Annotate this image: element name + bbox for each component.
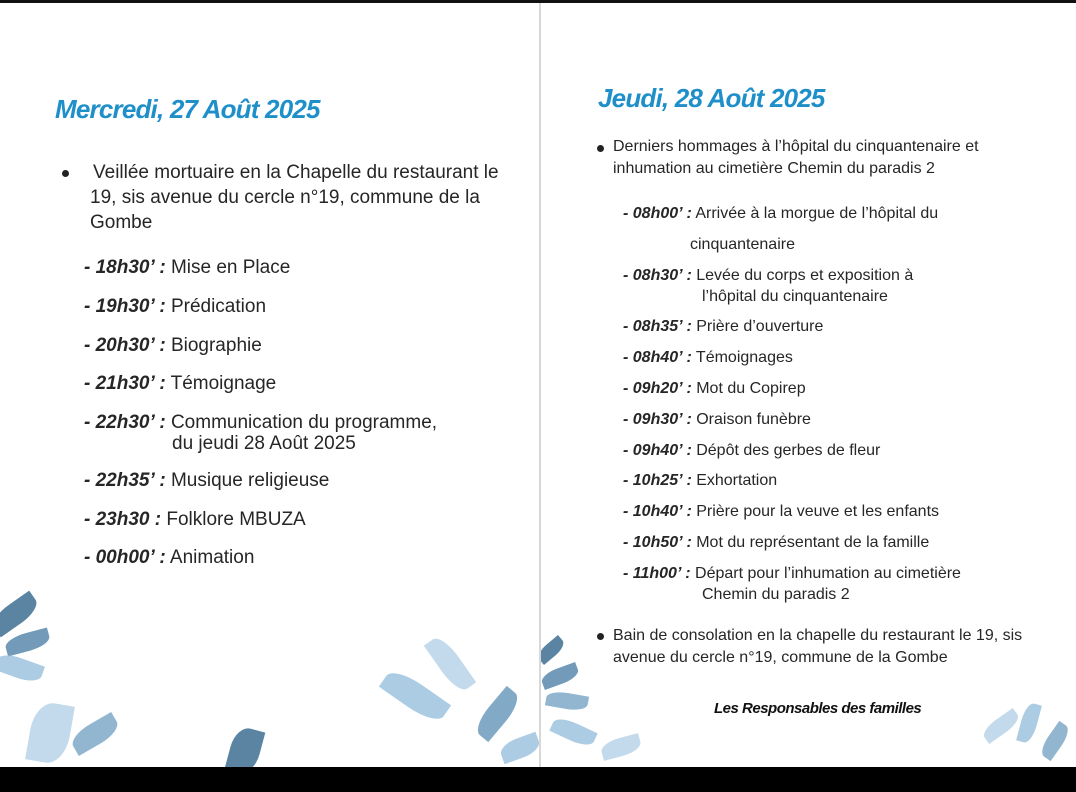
schedule-row xyxy=(623,534,929,552)
time-label: - 09h30’ : xyxy=(623,411,692,428)
right-bullet xyxy=(597,145,604,152)
event-label: Mot du Copirep xyxy=(691,380,806,397)
event-label: Oraison funèbre xyxy=(691,411,811,428)
schedule-row xyxy=(623,380,806,398)
event-label: Arrivée à la morgue de l’hôpital du xyxy=(691,205,939,222)
left-day-title: Mercredi, 27 Août 2025 xyxy=(55,94,320,124)
event-label: Folklore MBUZA xyxy=(161,509,306,530)
event-label: Départ pour l’inhumation au cimetière xyxy=(690,565,961,582)
schedule-row xyxy=(84,509,306,531)
event-label: Prière d’ouverture xyxy=(691,318,824,335)
event-label: Biographie xyxy=(165,335,262,356)
event-label: cinquantenaire xyxy=(690,236,795,253)
left-intro-line: 19, sis avenue du cercle n°19, commune de la xyxy=(90,187,480,208)
time-label: - 21h30’ : xyxy=(84,373,166,394)
left-intro xyxy=(90,160,499,235)
schedule-row xyxy=(623,442,880,460)
time-label: - 00h00’ : xyxy=(84,547,166,568)
schedule-row xyxy=(84,373,276,395)
schedule-row xyxy=(84,547,254,569)
schedule-row xyxy=(623,318,823,336)
time-label: - 11h00’ : xyxy=(623,565,691,582)
event-label: Chemin du paradis 2 xyxy=(702,586,850,603)
time-label: - 08h00’ : xyxy=(623,205,692,222)
event-label: Dépôt des gerbes de fleur xyxy=(691,442,881,459)
time-label: - 09h20’ : xyxy=(623,380,692,397)
time-label: - 08h40’ : xyxy=(623,349,692,366)
left-intro-line: Veillée mortuaire en la Chapelle du restaurant le xyxy=(93,162,499,183)
time-label: - 10h40’ : xyxy=(623,503,692,520)
schedule-row-continuation xyxy=(690,236,795,254)
schedule-row xyxy=(623,565,961,583)
schedule-row xyxy=(84,335,262,357)
closing-line: Bain de consolation en la chapelle du restaurant le 19, sis xyxy=(613,627,1023,644)
schedule-row xyxy=(623,411,811,429)
right-closing-bullet xyxy=(597,633,604,640)
schedule-row xyxy=(623,349,793,367)
right-intro-line: inhumation au cimetière Chemin du paradis 2 xyxy=(613,160,935,177)
schedule-row xyxy=(84,412,437,434)
event-label: Mise en Place xyxy=(165,257,291,278)
schedule-row xyxy=(623,267,913,285)
event-label: l’hôpital du cinquantenaire xyxy=(702,288,888,305)
time-label: - 08h35’ : xyxy=(623,318,692,335)
bottom-bar xyxy=(0,767,1076,792)
event-label: du jeudi 28 Août 2025 xyxy=(172,433,356,454)
time-label: - 19h30’ : xyxy=(84,296,166,317)
event-label: Témoignage xyxy=(165,373,277,394)
right-page xyxy=(541,3,1076,767)
schedule-row xyxy=(84,257,290,279)
time-label: - 08h30’ : xyxy=(623,267,692,284)
time-label: - 22h30’ : xyxy=(84,412,166,433)
signature: Les Responsables des familles xyxy=(714,700,922,717)
right-day-title: Jeudi, 28 Août 2025 xyxy=(598,83,825,113)
schedule-row xyxy=(623,205,938,223)
schedule-row xyxy=(84,470,329,492)
event-label: Prédication xyxy=(165,296,267,317)
schedule-row-continuation xyxy=(172,433,356,455)
time-label: - 18h30’ : xyxy=(84,257,166,278)
event-label: Prière pour la veuve et les enfants xyxy=(691,503,940,520)
right-closing xyxy=(613,625,1022,669)
right-intro-line: Derniers hommages à l’hôpital du cinquantenaire et xyxy=(613,138,979,155)
schedule-row-continuation xyxy=(702,288,888,306)
event-label: Témoignages xyxy=(691,349,793,366)
time-label: - 22h35’ : xyxy=(84,470,166,491)
schedule-row xyxy=(84,296,266,318)
left-bullet xyxy=(62,170,69,177)
event-label: Musique religieuse xyxy=(165,470,330,491)
schedule-row xyxy=(623,503,939,521)
event-label: Communication du programme, xyxy=(165,412,438,433)
event-label: Animation xyxy=(165,547,255,568)
left-page xyxy=(0,3,540,767)
time-label: - 10h25’ : xyxy=(623,472,692,489)
schedule-row xyxy=(623,472,777,490)
event-label: Mot du représentant de la famille xyxy=(691,534,930,551)
time-label: - 09h40’ : xyxy=(623,442,692,459)
schedule-row-continuation xyxy=(702,586,850,604)
left-intro-line: Gombe xyxy=(90,212,153,233)
right-intro xyxy=(613,136,979,180)
event-label: Levée du corps et exposition à xyxy=(691,267,914,284)
closing-line: avenue du cercle n°19, commune de la Gombe xyxy=(613,649,948,666)
time-label: - 10h50’ : xyxy=(623,534,692,551)
time-label: - 23h30 : xyxy=(84,509,162,530)
event-label: Exhortation xyxy=(691,472,778,489)
time-label: - 20h30’ : xyxy=(84,335,166,356)
